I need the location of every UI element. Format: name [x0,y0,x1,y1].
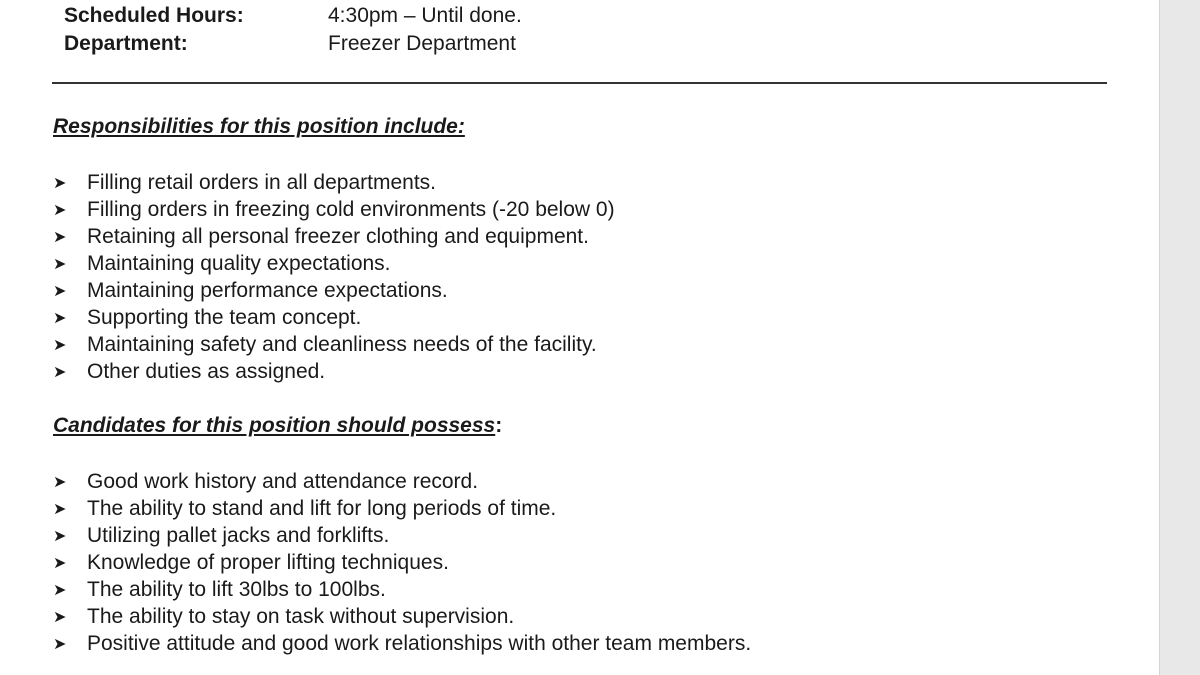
list-item-text: Knowledge of proper lifting techniques. [87,551,449,574]
list-item [53,331,615,358]
list-item [53,169,615,196]
list-item-text: Maintaining quality expectations. [87,252,391,275]
list-item-text: Utilizing pallet jacks and forklifts. [87,524,390,547]
arrow-bullet-icon: ➤ [53,256,67,273]
info-label: Department: [64,32,188,55]
list-item-text: Filling orders in freezing cold environments (-20 below 0) [87,198,615,221]
list-item-text: Good work history and attendance record. [87,470,479,493]
arrow-bullet-icon: ➤ [53,528,67,545]
list-item-text: The ability to stand and lift for long periods of time. [87,497,557,520]
list-item [53,468,751,495]
arrow-bullet-icon: ➤ [53,364,67,381]
arrow-bullet-icon: ➤ [53,202,67,219]
arrow-bullet-icon: ➤ [53,229,67,246]
candidates-heading [53,413,502,439]
horizontal-rule [52,82,1107,84]
list-item-text: Maintaining performance expectations. [87,279,448,302]
list-item [53,495,751,522]
list-item-text: Other duties as assigned. [87,360,326,383]
list-item-text: Filling retail orders in all departments. [87,171,436,194]
list-item [53,277,615,304]
arrow-bullet-icon: ➤ [53,582,67,599]
candidates-heading-text: Candidates for this position should possess [53,414,496,437]
arrow-bullet-icon: ➤ [53,636,67,653]
arrow-bullet-icon: ➤ [53,337,67,354]
info-label: Scheduled Hours: [64,4,244,27]
arrow-bullet-icon: ➤ [53,501,67,518]
candidates-list [53,468,751,657]
list-item [53,522,751,549]
list-item [53,358,615,385]
candidates-heading-colon: : [495,414,503,437]
list-item [53,576,751,603]
page-gutter [1159,0,1200,675]
list-item-text: Supporting the team concept. [87,306,362,329]
list-item [53,304,615,331]
arrow-bullet-icon: ➤ [53,555,67,572]
list-item [53,549,751,576]
arrow-bullet-icon: ➤ [53,175,67,192]
department-row [64,31,516,57]
list-item-text: Maintaining safety and cleanliness needs of the facility. [87,333,597,356]
responsibilities-heading-text: Responsibilities for this position include: [53,115,465,138]
list-item-text: Positive attitude and good work relationships with other team members. [87,632,752,655]
list-item-text: The ability to lift 30lbs to 100lbs. [87,578,386,601]
info-value: Freezer Department [328,32,516,55]
list-item [53,250,615,277]
arrow-bullet-icon: ➤ [53,474,67,491]
list-item [53,603,751,630]
responsibilities-list [53,169,615,385]
arrow-bullet-icon: ➤ [53,283,67,300]
list-item [53,223,615,250]
responsibilities-heading [53,114,465,140]
arrow-bullet-icon: ➤ [53,609,67,626]
list-item [53,196,615,223]
info-value: 4:30pm – Until done. [328,4,522,27]
arrow-bullet-icon: ➤ [53,310,67,327]
list-item-text: The ability to stay on task without supervision. [87,605,515,628]
scheduled-hours-row [64,3,522,29]
list-item [53,630,751,657]
list-item-text: Retaining all personal freezer clothing and equipment. [87,225,589,248]
